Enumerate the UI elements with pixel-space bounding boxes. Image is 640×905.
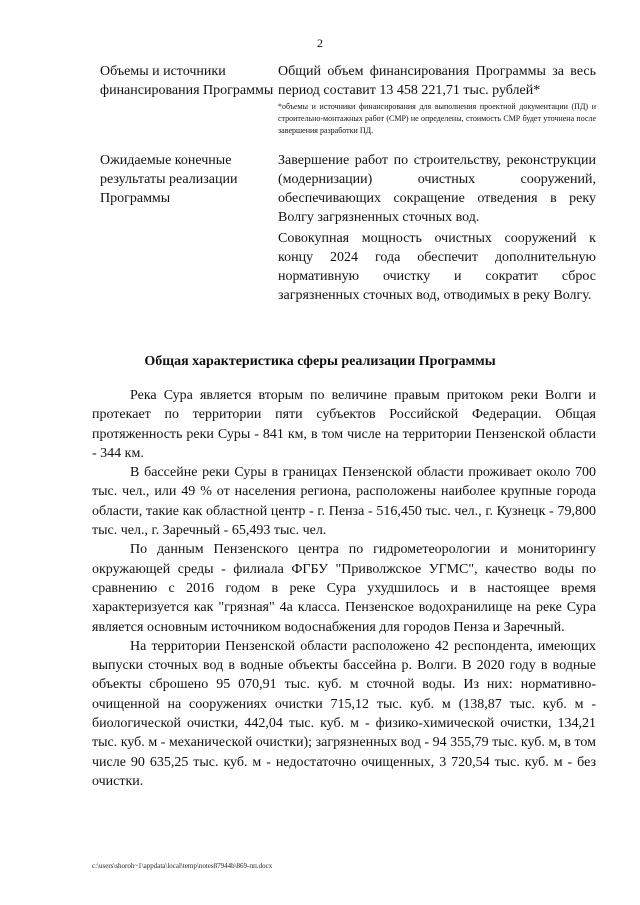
financing-value-cell [278, 62, 596, 137]
results-value-cell [278, 151, 596, 305]
paragraph: В бассейне реки Суры в границах Пензенской области проживает около 700 тыс. чел., или 49 % от населения региона, расположены наиболее крупные города области, такие как областной центр - г. Пенза - 516,450 тыс. чел., г. Кузнецк - 79,800 тыс. чел., г. Заречный - 65,493 тыс. чел. [92, 465, 596, 539]
paragraph: По данным Пензенского центра по гидрометеорологии и мониторингу окружающей среды - филиала ФГБУ "Приволжское УГМС", качество воды по сравнению с 2016 годом в реке Сура ухудшилось и в настоящее время характеризуется как "грязная" 4а класса. Пензенское водохранилище на реке Сура является основным источником водоснабжения для городов Пенза и Заречный. [92, 542, 596, 635]
financing-footnote: *объемы и источники финансирования для выполнения проектной документации (ПД) и строительно-монтажных работ (СМР) не определены, стоимость СМР будет уточнена после завершения разработки ПД. [278, 102, 596, 135]
results-value-2: Совокупная мощность очистных сооружений к концу 2024 года обеспечит дополнительную нормативную очистку и сократит сброс загрязненных сточных вод, отводимых в реку Волгу. [278, 231, 596, 303]
paragraph: На территории Пензенской области расположено 42 респондента, имеющих выпуски сточных вод в водные объекты бассейна р. Волги. В 2020 году в водные объекты сброшено 95 070,91 тыс. куб. м сточной воды. Из них: нормативно-очищенной на сооружениях очистки 715,12 тыс. куб. м (138,87 тыс. куб. м - биологической очистки, 442,04 тыс. куб. м - физико-химической очистки, 134,21 тыс. куб. м - механической очистки); загрязненных вод - 94 355,79 тыс. куб. м, в том числе 90 635,25 тыс. куб. м - недостаточно очищенных, 3 720,54 тыс. куб. м - без очистки. [92, 638, 596, 789]
page-number: 2 [317, 36, 323, 50]
passport-row-results [100, 151, 596, 305]
footer-file-path: c:\users\shoroh~1\appdata\local\temp\notes87944b\869-пп.docx [92, 862, 273, 870]
results-label: Ожидаемые конечные результаты реализации Программы [100, 153, 238, 206]
paragraph: Река Сура является вторым по величине правым притоком реки Волги и протекает по территории пяти субъектов Российской Федерации. Общая протяженность реки Суры - 841 км, в том числе на территории Пензенской области - 344 км. [92, 388, 596, 461]
financing-value: Общий объем финансирования Программы за весь период составит 13 458 221,71 тыс. рублей* [278, 64, 596, 98]
program-passport-table [100, 62, 596, 305]
financing-label: Объемы и источники финансирования Программы [100, 64, 274, 98]
body-text [92, 386, 596, 791]
passport-row-financing [100, 62, 596, 137]
section-title: Общая характеристика сферы реализации Программы [144, 354, 496, 369]
results-value-1: Завершение работ по строительству, реконструкции (модернизации) очистных сооружений, обеспечивающих сокращение отведения в реку Волгу загрязненных сточных вод. [278, 153, 596, 225]
